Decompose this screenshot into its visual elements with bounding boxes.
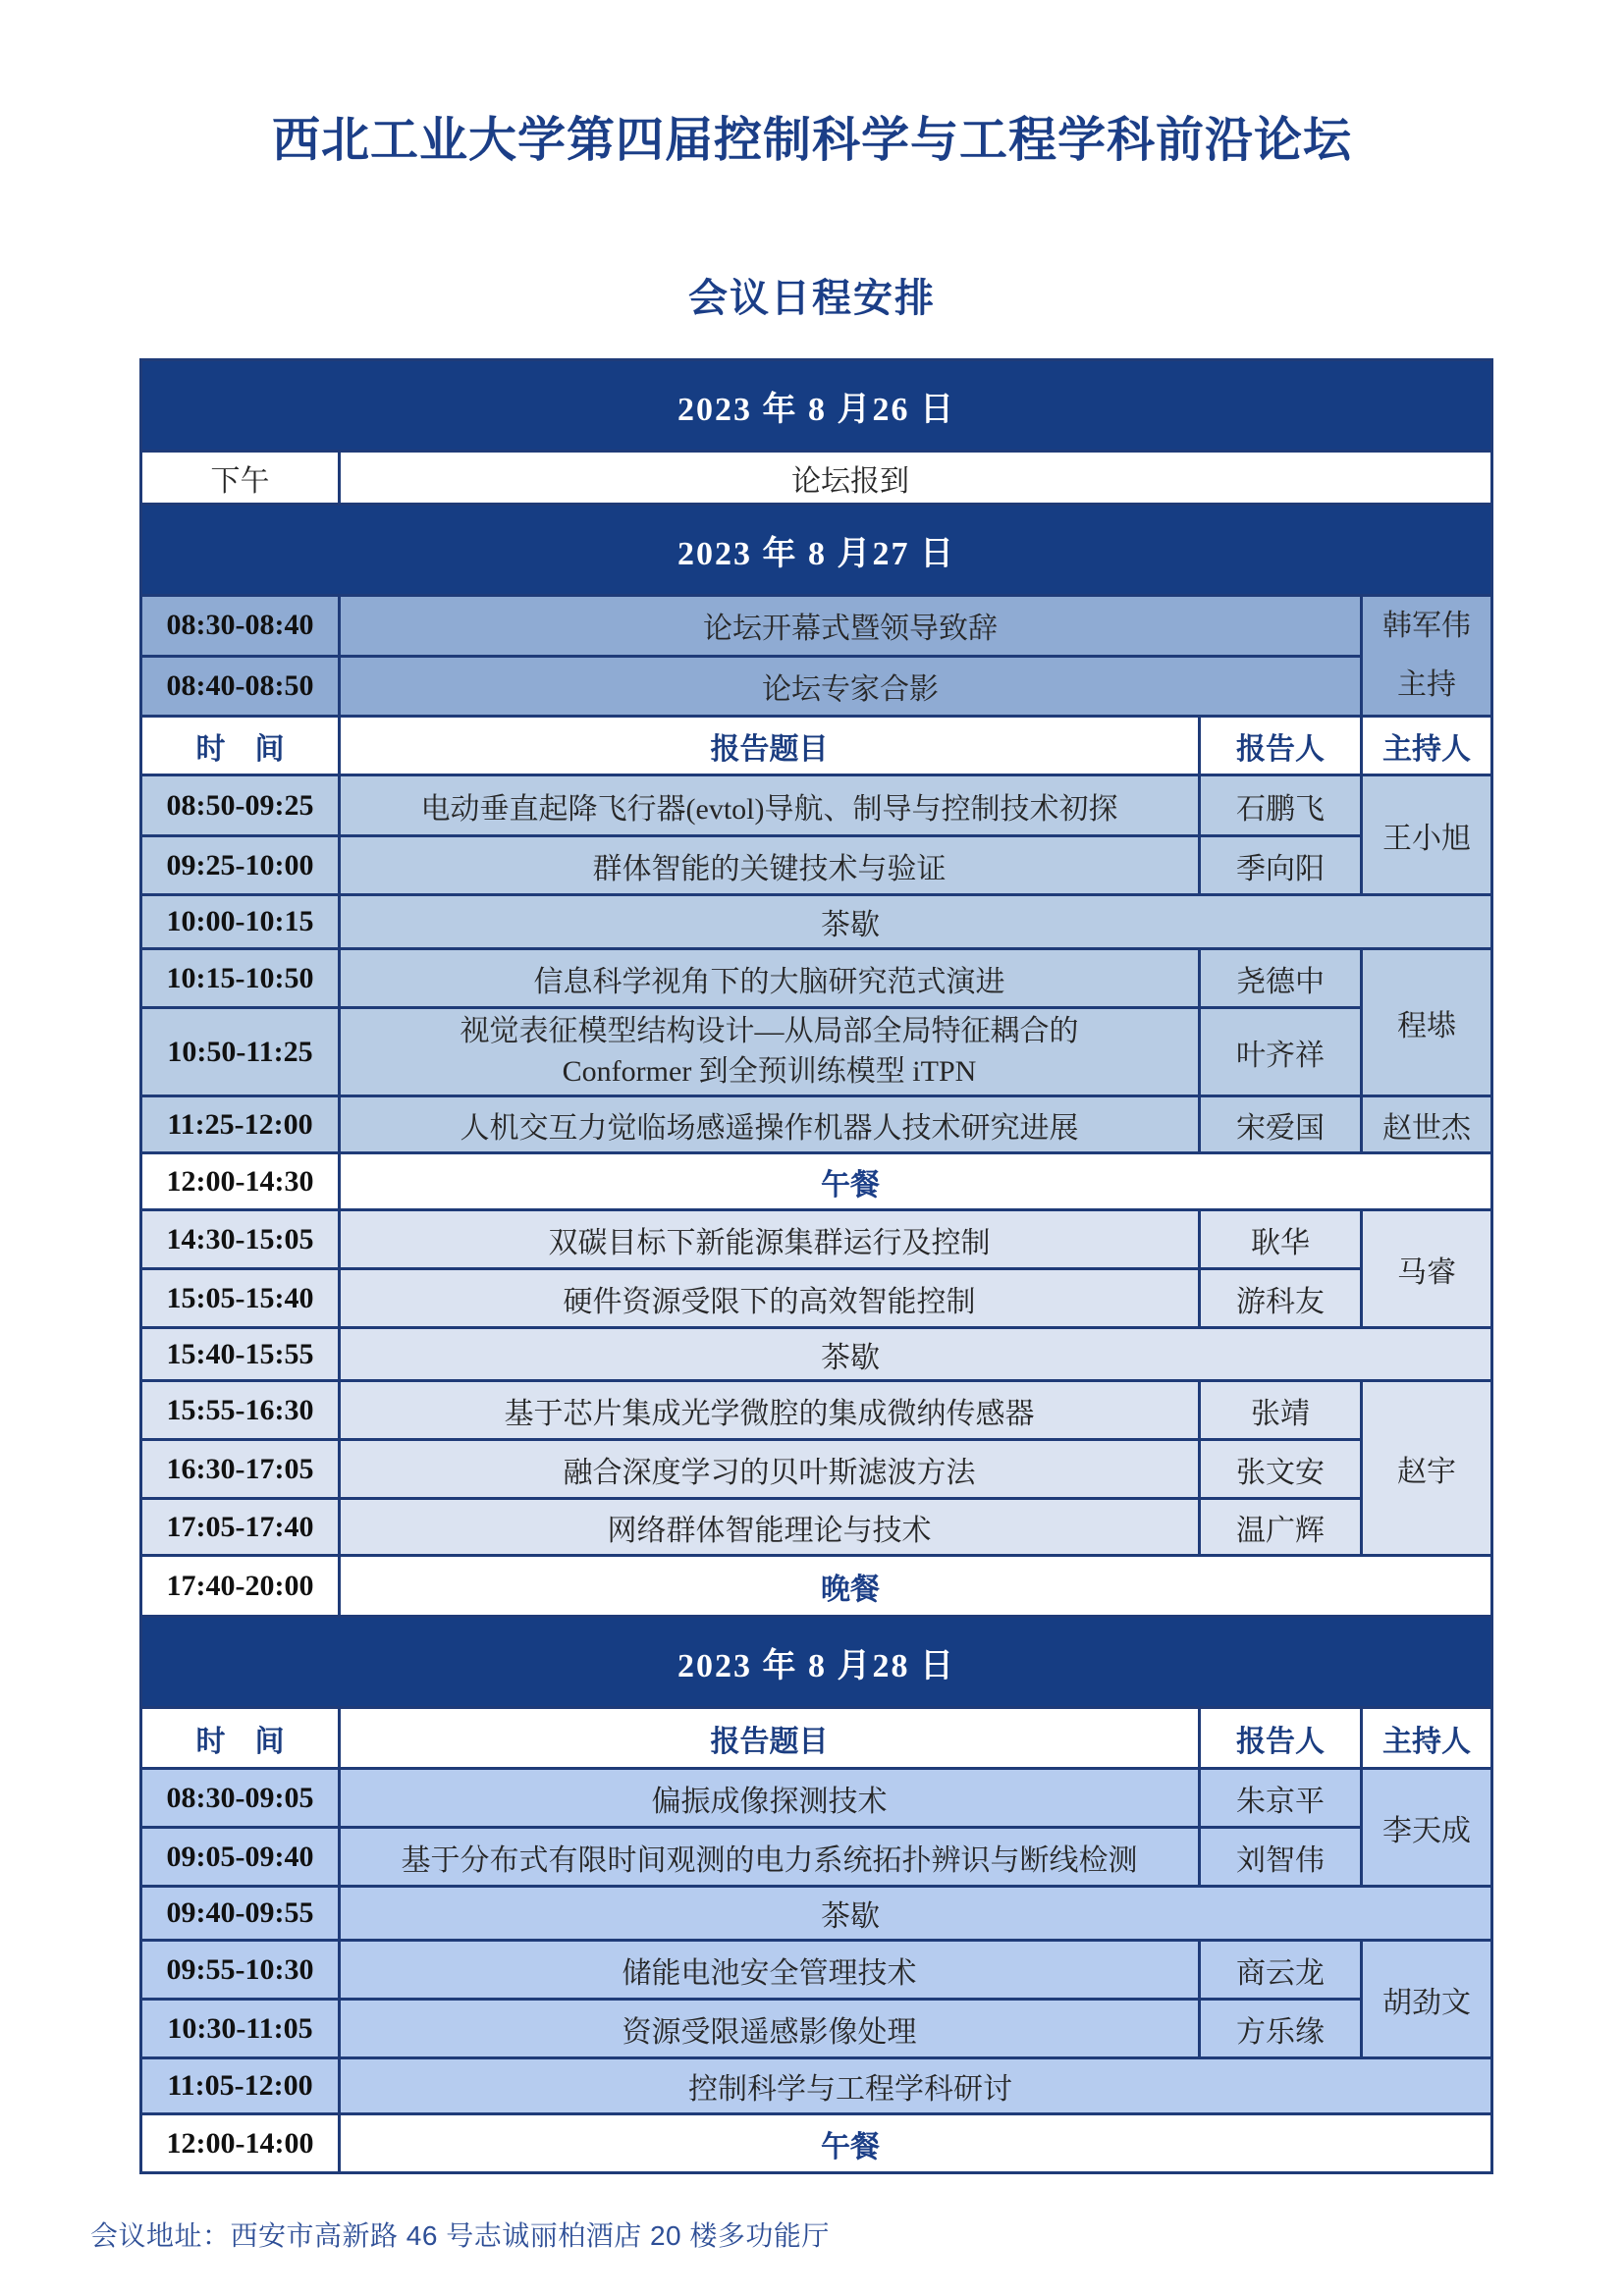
- talk-row: [141, 1440, 1492, 1499]
- talk-row: [141, 775, 1492, 836]
- talk-row: [141, 1941, 1492, 2000]
- break-label: 控制科学与工程学科研讨: [688, 2073, 1012, 2106]
- table-row: [141, 596, 1492, 657]
- speaker-cell: 宋爱国: [1200, 1096, 1362, 1153]
- host-role: 主持: [1397, 668, 1456, 701]
- topic-cell: 电动垂直起降飞行器(evtol)导航、制导与控制技术初探: [340, 775, 1200, 836]
- host-cell: 王小旭: [1362, 775, 1492, 895]
- host-cell: 程塨: [1362, 949, 1492, 1096]
- time-cell: 10:15-10:50: [141, 949, 340, 1008]
- speaker-cell: 季向阳: [1200, 836, 1362, 895]
- time-cell: 08:30-09:05: [141, 1769, 340, 1828]
- host-cell: 赵宇: [1362, 1381, 1492, 1556]
- topic-cell: 信息科学视角下的大脑研究范式演进: [340, 949, 1200, 1008]
- topic-cell: 资源受限遥感影像处理: [340, 2000, 1200, 2058]
- event-cell: [340, 452, 1492, 505]
- col-header-host: 主持人: [1362, 1708, 1492, 1769]
- break-cell: [340, 2058, 1492, 2114]
- time-cell: 17:40-20:00: [141, 1556, 340, 1617]
- talk-row: [141, 1828, 1492, 1887]
- venue-address: 会议地址：西安市高新路 46 号志诚丽柏酒店 20 楼多功能厅: [90, 2220, 830, 2251]
- speaker-cell: 张文安: [1200, 1440, 1362, 1499]
- topic-cell: 基于芯片集成光学微腔的集成微纳传感器: [340, 1381, 1200, 1440]
- event-label: 论坛报到: [791, 464, 909, 498]
- col-header-topic: 报告题目: [340, 717, 1200, 775]
- talk-row: [141, 1269, 1492, 1328]
- date-header-aug27: 2023 年 8 月27 日: [141, 505, 1492, 596]
- host-name: 韩军伟: [1382, 610, 1471, 642]
- talk-row: [141, 1210, 1492, 1269]
- talk-row: [141, 1008, 1492, 1096]
- host-cell: 胡劲文: [1362, 1941, 1492, 2058]
- speaker-cell: 游科友: [1200, 1269, 1362, 1328]
- topic-cell: 群体智能的关键技术与验证: [340, 836, 1200, 895]
- schedule-table: [139, 358, 1493, 2174]
- time-cell: 12:00-14:00: [141, 2114, 340, 2173]
- time-cell: 09:05-09:40: [141, 1828, 340, 1887]
- time-cell: 10:00-10:15: [141, 895, 340, 949]
- speaker-cell: 刘智伟: [1200, 1828, 1362, 1887]
- break-cell: [340, 1887, 1492, 1941]
- time-cell: 10:50-11:25: [141, 1008, 340, 1096]
- break-label: 茶歇: [821, 909, 880, 941]
- page-title: 西北工业大学第四届控制科学与工程学科前沿论坛: [271, 114, 1352, 167]
- break-row: [141, 895, 1492, 949]
- break-cell: [340, 1328, 1492, 1381]
- talk-row: [141, 1096, 1492, 1153]
- host-cell: 李天成: [1362, 1769, 1492, 1887]
- topic-cell: 网络群体智能理论与技术: [340, 1499, 1200, 1556]
- talk-row: [141, 2000, 1492, 2058]
- time-cell: 14:30-15:05: [141, 1210, 340, 1269]
- speaker-cell: 叶齐祥: [1200, 1008, 1362, 1096]
- break-label: 茶歇: [821, 1900, 880, 1933]
- topic-cell: [340, 1008, 1200, 1096]
- speaker-cell: 石鹏飞: [1200, 775, 1362, 836]
- speaker-cell: 方乐缘: [1200, 2000, 1362, 2058]
- date-header-aug26: 2023 年 8 月26 日: [141, 360, 1492, 452]
- host-cell: 赵世杰: [1362, 1096, 1492, 1153]
- time-cell: 08:30-08:40: [141, 596, 340, 657]
- col-header-speaker: 报告人: [1200, 717, 1362, 775]
- speaker-cell: 温广辉: [1200, 1499, 1362, 1556]
- break-row: [141, 2058, 1492, 2114]
- speaker-cell: 张靖: [1200, 1381, 1362, 1440]
- talk-row: [141, 1769, 1492, 1828]
- time-cell: 08:50-09:25: [141, 775, 340, 836]
- speaker-cell: 尧德中: [1200, 949, 1362, 1008]
- topic-cell: 融合深度学习的贝叶斯滤波方法: [340, 1440, 1200, 1499]
- table-row: [141, 452, 1492, 505]
- topic-cell: 双碳目标下新能源集群运行及控制: [340, 1210, 1200, 1269]
- col-header-time: 时 间: [141, 1708, 340, 1769]
- date-header-aug28: 2023 年 8 月28 日: [141, 1617, 1492, 1708]
- time-cell: 15:55-16:30: [141, 1381, 340, 1440]
- time-cell: 15:40-15:55: [141, 1328, 340, 1381]
- time-cell: 09:40-09:55: [141, 1887, 340, 1941]
- meal-cell: [340, 2114, 1492, 2173]
- break-cell: [340, 895, 1492, 949]
- topic-cell: 储能电池安全管理技术: [340, 1941, 1200, 2000]
- date-header-row: [141, 1617, 1492, 1708]
- time-cell: 09:55-10:30: [141, 1941, 340, 2000]
- table-row: [141, 656, 1492, 717]
- time-cell: 10:30-11:05: [141, 2000, 340, 2058]
- meal-cell: [340, 1153, 1492, 1210]
- page-subtitle: 会议日程安排: [688, 277, 936, 320]
- time-cell: 09:25-10:00: [141, 836, 340, 895]
- topic-cell: 偏振成像探测技术: [340, 1769, 1200, 1828]
- time-cell: 下午: [141, 452, 340, 505]
- date-header-row: [141, 360, 1492, 452]
- date-header-row: [141, 505, 1492, 596]
- talk-row: [141, 949, 1492, 1008]
- break-label: 茶歇: [821, 1341, 880, 1374]
- col-header-host: 主持人: [1362, 717, 1492, 775]
- meal-cell: [340, 1556, 1492, 1617]
- event-cell: 论坛专家合影: [340, 656, 1362, 717]
- meal-label: 晚餐: [821, 1573, 880, 1606]
- column-header-row: [141, 717, 1492, 775]
- time-cell: 16:30-17:05: [141, 1440, 340, 1499]
- talk-row: [141, 1381, 1492, 1440]
- talk-row: [141, 836, 1492, 895]
- break-row: [141, 1887, 1492, 1941]
- column-header-row: [141, 1708, 1492, 1769]
- meal-row: [141, 2114, 1492, 2173]
- speaker-cell: 耿华: [1200, 1210, 1362, 1269]
- time-cell: 15:05-15:40: [141, 1269, 340, 1328]
- col-header-topic: 报告题目: [340, 1708, 1200, 1769]
- meal-row: [141, 1153, 1492, 1210]
- topic-line-1: 视觉表征模型结构设计—从局部全局特征耦合的: [460, 1015, 1079, 1047]
- topic-cell: 硬件资源受限下的高效智能控制: [340, 1269, 1200, 1328]
- time-cell: 17:05-17:40: [141, 1499, 340, 1556]
- time-cell: 11:05-12:00: [141, 2058, 340, 2114]
- col-header-time: 时 间: [141, 717, 340, 775]
- speaker-cell: 商云龙: [1200, 1941, 1362, 2000]
- time-cell: 12:00-14:30: [141, 1153, 340, 1210]
- topic-line-2: Conformer 到全预训练模型 iTPN: [562, 1054, 977, 1088]
- time-cell: 08:40-08:50: [141, 656, 340, 717]
- meal-row: [141, 1556, 1492, 1617]
- host-cell: 马睿: [1362, 1210, 1492, 1328]
- topic-cell: 基于分布式有限时间观测的电力系统拓扑辨识与断线检测: [340, 1828, 1200, 1887]
- talk-row: [141, 1499, 1492, 1556]
- break-row: [141, 1328, 1492, 1381]
- host-cell: [1362, 596, 1492, 717]
- time-cell: 11:25-12:00: [141, 1096, 340, 1153]
- speaker-cell: 朱京平: [1200, 1769, 1362, 1828]
- col-header-speaker: 报告人: [1200, 1708, 1362, 1769]
- topic-cell: 人机交互力觉临场感遥操作机器人技术研究进展: [340, 1096, 1200, 1153]
- meal-label: 午餐: [821, 2130, 880, 2163]
- event-cell: 论坛开幕式暨领导致辞: [340, 596, 1362, 657]
- meal-label: 午餐: [821, 1168, 880, 1201]
